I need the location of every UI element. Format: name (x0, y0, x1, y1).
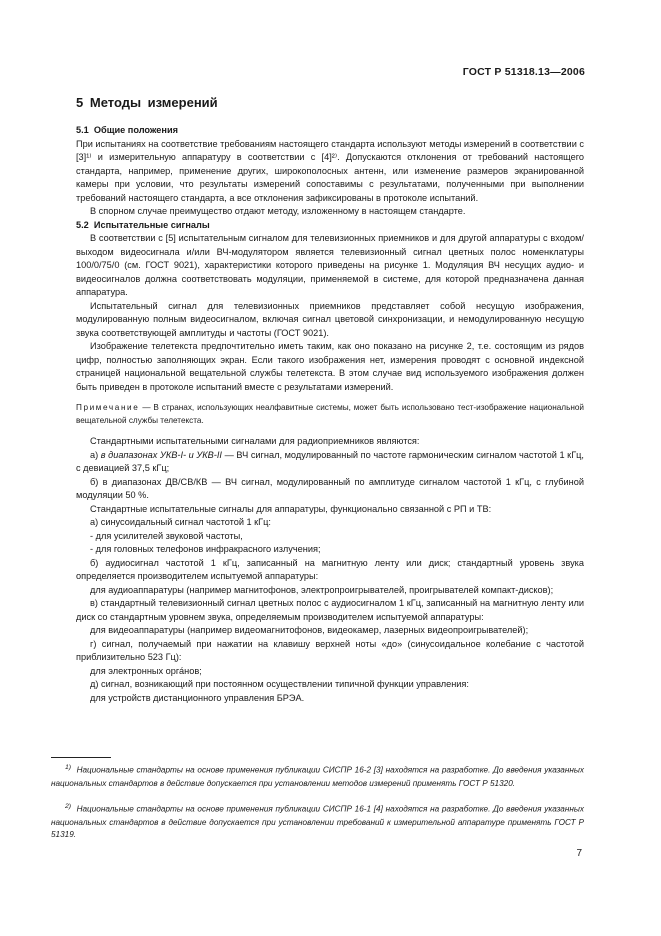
footnote-marker: 2) (65, 803, 72, 810)
item-label: а) (90, 449, 101, 460)
subsection-heading (76, 124, 584, 138)
footnote-marker: 1) (65, 764, 72, 771)
list-item: г) сигнал, получаемый при нажатии на клавишу верхней ноты «до» (синусоидальное колебание с частотой приблизительно 523 Гц): (76, 638, 584, 662)
standard-id: ГОСТ Р 51318.13—2006 (462, 66, 585, 78)
footnote-1 (51, 762, 584, 790)
paragraph: Изображение телетекста предпочтительно иметь таким, как оно показано на рисунке 2, т.е. состоящим из рядов цифр, полностью заполняющих экран. Если такого изображения нет, измерения проводят с основной индексной страницей национальной вещательной службы телетекста. В этом случае вид используемого изображения должен быть приведен в протоколе испытаний вместе с результатами измерений. (76, 341, 584, 392)
paragraph: Стандартными испытательными сигналами для радиоприемников являются: (90, 436, 420, 446)
paragraph: для электронных орга́нов; (90, 665, 202, 676)
footnote-text: Национальные стандарты на основе применения публикации СИСПР 16-1 [4] находятся на разработке. До введения указанных национальных стандартов в действие допускается при установлении требований к измерительной аппаратуре применять ГОСТ Р 51319. (51, 804, 584, 840)
footnote-text: Национальные стандарты на основе применения публикации СИСПР 16-2 [3] находятся на разработке. До введения указанных национальных стандартов в действие допускается при установлении методов измерений применять ГОСТ Р 51320. (51, 765, 584, 788)
note (76, 402, 584, 427)
list-item: б) аудиосигнал частотой 1 кГц, записанный на магнитную ленту или диск; стандартный уровень звука определяется производителем испытуемой аппаратуры: (76, 557, 584, 581)
paragraph: В спорном случае преимущество отдают методу, изложенному в настоящем стандарте. (90, 206, 466, 216)
list-item: - для усилителей звуковой частоты, (90, 530, 243, 541)
subsection-title: Испытательные сигналы (93, 219, 210, 230)
footnote-separator (51, 757, 111, 758)
section-title-text: Методы измерений (89, 95, 218, 110)
list-item: - для головных телефонов инфракрасного излучения; (90, 544, 321, 554)
list-item (76, 449, 584, 476)
subsection-title: Общие положения (93, 125, 178, 135)
note-text: — В странах, использующих неалфавитные системы, может быть использовано тест-изображение национальной вещательной службы телетекста. (76, 403, 584, 425)
list-item: а) синусоидальный сигнал частотой 1 кГц: (90, 517, 271, 527)
list-item: в) стандартный телевизионный сигнал цветных полос с аудиосигналом 1 кГц, записанный на магнитную ленту или диск со стандартным уровнем звука, определяемым производителем испытуемой аппаратуры: (76, 598, 584, 622)
subsection-number: 5.1 (76, 125, 89, 135)
list-item: д) сигнал, возникающий при постоянном осуществлении типичной функции управления: (90, 679, 469, 689)
note-label: Примечание (76, 403, 140, 412)
subsection-number: 5.2 (76, 219, 89, 230)
paragraph: для устройств дистанционного управления БРЭА. (90, 692, 305, 703)
paragraph: Стандартные испытательные сигналы для аппаратуры, функционально связанной с РП и ТВ: (90, 503, 492, 514)
paragraph: Испытательный сигнал для телевизионных приемников представляет собой несущую изображения, модулированную полным видеосигналом, включая сигнал цветовой синхронизации, и немодулированную несущую звука соответствующей амплитуды и частоты (ГОСТ 9021). (76, 300, 584, 338)
item-emphasis: в диапазонах УКВ-I- и УКВ-II (100, 449, 222, 460)
footnote-2 (51, 801, 584, 842)
page-number: 7 (576, 848, 582, 859)
body-text (76, 124, 584, 705)
paragraph: для видеоаппаратуры (например видеомагнитофонов, видеокамер, лазерных видеопроигрывателей); (90, 625, 529, 635)
subsection-heading (76, 219, 584, 233)
section-title (76, 95, 218, 110)
section-number: 5 (76, 95, 84, 110)
item-text: — ВЧ сигнал, модулированный по частоте гармоническим сигналом частотой 1 кГц, с девиацией 37,5 кГц; (76, 449, 584, 473)
paragraph: При испытаниях на соответствие требованиям настоящего стандарта используют методы измерений в соответствии с [3]¹⁾ и измерительную аппаратуру в соответствии с [4]²⁾. Допускаются отклонения от требований настоящего стандарта, например, применение других, широкополосных антенн, или изменение размеров экранированной камеры при условии, что результаты измерений сопоставимы с результатами, полученными при выполнении требований настоящего стандарта, а все отклонения зафиксированы в протоколе испытаний. (76, 138, 584, 203)
list-item: б) в диапазонах ДВ/СВ/КВ — ВЧ сигнал, модулированный по амплитуде сигналом частотой 1 кГц, с глубиной модуляции 50 %. (76, 476, 584, 500)
paragraph: В соответствии с [5] испытательным сигналом для телевизионных приемников и для другой аппаратуры с входом/выходом видеосигнала и/или ВЧ-модулятором является телевизионный сигнал цветных полос номенклатуры 100/0/75/0 (см. ГОСТ 9021), характеристики которого приведены на рисунке 1. Модуляция ВЧ несущих аудио- и видеосигналов должна соответствовать модуляции, применяемой в системе, для которой предназначена данная аппаратура. (76, 233, 584, 297)
paragraph: для аудиоаппаратуры (например магнитофонов, электропроигрывателей, проигрывателей компакт-дисков); (90, 584, 554, 595)
